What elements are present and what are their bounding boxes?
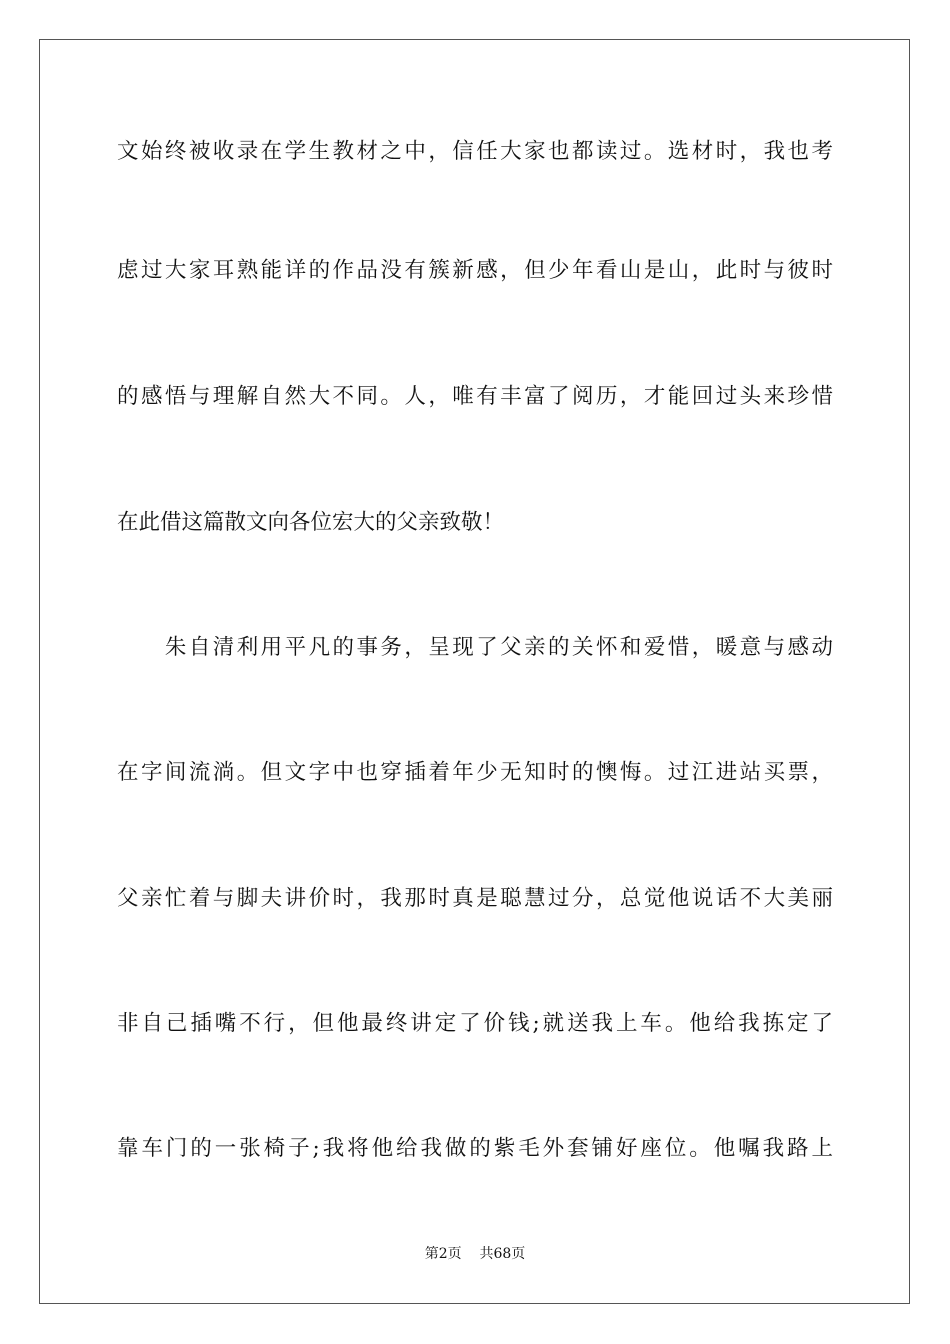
text-line: 靠车门的一张椅子;我将他给我做的紫毛外套铺好座位。他嘱我路上 [117,1136,833,1161]
page-number: 第2页 [424,1246,462,1262]
text-line: 在此借这篇散文向各位宏大的父亲致敬！ [117,510,505,535]
text-line: 文始终被收录在学生教材之中，信任大家也都读过。选材时，我也考 [117,139,833,164]
page-total: 共68页 [479,1246,526,1262]
text-line: 的感悟与理解自然大不同。人，唯有丰富了阅历，才能回过头来珍惜 [117,384,833,409]
text-line: 父亲忙着与脚夫讲价时，我那时真是聪慧过分，总觉他说话不大美丽 [117,886,833,911]
paragraph-first-line: 朱自清利用平凡的事务，呈现了父亲的关怀和爱惜，暖意与感动 [117,635,833,660]
text-line: 非自己插嘴不行，但他最终讲定了价钱;就送我上车。他给我拣定了 [117,1011,833,1036]
page-frame [39,39,910,1304]
text-line: 虑过大家耳熟能详的作品没有簇新感，但少年看山是山，此时与彼时 [117,258,833,283]
page-footer [0,1244,950,1264]
text-line: 在字间流淌。但文字中也穿插着年少无知时的懊悔。过江进站买票， [117,760,833,785]
